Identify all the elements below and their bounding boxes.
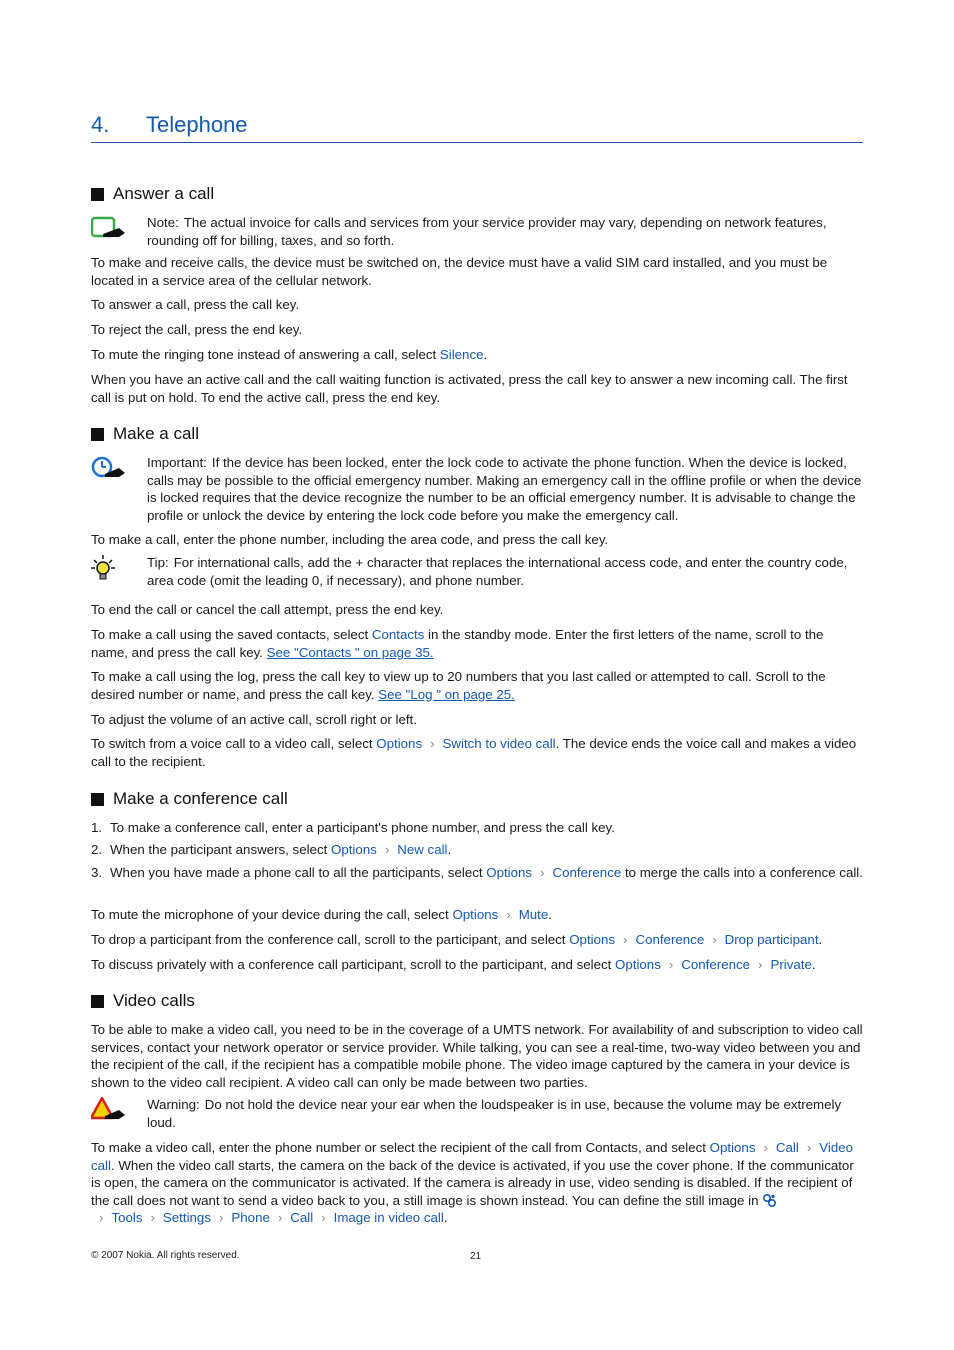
section-bullet [91, 793, 104, 806]
paragraph: To make a call using the saved contacts, select Contacts in the standby mode. Enter the first letters of the name, scroll to the name, and press the call key. See "Contacts " on page 35. [91, 627, 824, 660]
note-text: Note: The actual invoice for calls and services from your service provider may vary, depending on network features, rounding off for billing, taxes, and so forth. [147, 215, 827, 248]
chapter-number: 4. [91, 112, 110, 137]
chevron-right-icon: › [623, 932, 628, 947]
chevron-right-icon: › [763, 1140, 768, 1155]
menu-option-options: Options [376, 736, 423, 751]
list-item: 3. When you have made a phone call to all the participants, select Options › Conference to merge the calls into a conference call. [91, 865, 863, 880]
paragraph: To mute the microphone of your device during the call, select Options › Mute. [91, 907, 552, 922]
menu-option-silence: Silence [439, 347, 484, 362]
link-log-page[interactable]: See "Log " on page 25. [378, 686, 515, 702]
tip-text: Tip: For international calls, add the + character that replaces the international access code, and enter the country code, area code (omit the leading 0, if necessary), and phone number. [147, 555, 848, 588]
link-contacts-page[interactable]: See "Contacts " on page 35. [266, 644, 434, 660]
chevron-right-icon: › [430, 736, 435, 751]
paragraph: To mute the ringing tone instead of answering a call, select Silence. [91, 347, 488, 362]
chevron-right-icon: › [540, 865, 545, 880]
chevron-right-icon: › [712, 932, 717, 947]
chevron-right-icon: › [150, 1210, 155, 1226]
paragraph: To make a call, enter the phone number, including the area code, and press the call key. [91, 532, 609, 547]
section-bullet [91, 995, 104, 1008]
warning-text: Warning: Do not hold the device near your ear when the loudspeaker is in use, because the volume may be extremely loud. [147, 1097, 842, 1130]
important-label: Important: [147, 455, 207, 470]
menu-key-icon [762, 1193, 777, 1208]
paragraph: To make a call using the log, press the call key to view up to 20 numbers that you last called or attempted to call. Scroll to the desired number or name, and press the call key. See "Log " on page 25. [91, 669, 826, 702]
paragraph: To drop a participant from the conference call, scroll to the participant, and select Options › Conference › Drop participant. [91, 932, 823, 947]
chapter-heading [91, 112, 863, 143]
chevron-right-icon: › [277, 1210, 283, 1226]
chevron-right-icon: › [384, 842, 390, 857]
chevron-right-icon: › [99, 1210, 104, 1226]
paragraph: To discuss privately with a conference call participant, scroll to the participant, and select Options › Conference › Private. [91, 957, 816, 972]
important-icon [91, 454, 127, 482]
chevron-right-icon: › [321, 1210, 326, 1226]
paragraph: To adjust the volume of an active call, scroll right or left. [91, 712, 417, 727]
paragraph: When you have an active call and the call waiting function is activated, press the call key to answer a new incoming call. The first call is put on hold. To end the active call, press the end key. [91, 372, 848, 405]
section-bullet [91, 428, 104, 441]
warning-icon [91, 1096, 127, 1124]
chevron-right-icon: › [506, 907, 511, 922]
page-number: 21 [470, 1251, 482, 1262]
chevron-right-icon: › [758, 957, 763, 972]
section-bullet [91, 188, 104, 201]
paragraph: To switch from a voice call to a video call, select Options › Switch to video call. The device ends the voice call and makes a video call to the recipient. [91, 736, 857, 769]
tip-label: Tip: [147, 555, 169, 570]
footer-copyright: © 2007 Nokia. All rights reserved. [91, 1250, 240, 1261]
paragraph: To reject the call, press the end key. [91, 322, 303, 337]
menu-option-switch-to-video: Switch to video call [442, 736, 556, 751]
list-item: 1. To make a conference call, enter a participant's phone number, and press the call key. [91, 820, 615, 835]
paragraph: To make and receive calls, the device must be switched on, the device must have a valid SIM card installed, and you must be located in a service area of the cellular network. [91, 255, 828, 288]
list-item: 2. When the participant answers, select Options › New call. [91, 842, 452, 857]
paragraph: To make a video call, enter the phone number or select the recipient of the call from Contacts, and select Options › Call › Video call. When the video call starts, the camera on the back of the device is activated, if you use the cover phone. If the communicator is open, the camera on the communicator is activated. If the camera is already in use, video sending is disabled. If the recipient of the call does not want to send a video back to you, a still image is shown instead. You can define the still image in › Tools › Settings › Phone › Call › Image in video call. [91, 1140, 854, 1226]
warning-label: Warning: [147, 1097, 200, 1112]
paragraph: To answer a call, press the call key. [91, 297, 300, 312]
note-label: Note: [147, 215, 179, 230]
important-text: Important: If the device has been locked, enter the lock code to activate the phone function. When the device is locked, calls may be possible to the official emergency number. Making an emergency call in the offline profile or when the device is locked requires that the device recognize the number to be an official emergency number. It is advisable to change the profile or unlock the device by entering the lock code before you make the emergency call. [147, 455, 862, 523]
paragraph: To be able to make a video call, you need to be in the coverage of a UMTS network. For availability of and subscription to video call services, contact your network operator or service provider. While talking, you can see a real-time, two-way video between you and the recipient of the call, if the recipient has a compatible mobile phone. The video image captured by the camera in your device is shown to the video call recipient. A video call can only be made between two parties. [91, 1022, 863, 1090]
paragraph: To end the call or cancel the call attempt, press the end key. [91, 602, 444, 617]
menu-option-contacts: Contacts [371, 627, 425, 642]
chapter-title: Telephone [146, 112, 248, 137]
chevron-right-icon: › [218, 1210, 224, 1226]
tip-icon [91, 554, 127, 582]
note-icon [91, 214, 127, 242]
chevron-right-icon: › [806, 1140, 812, 1155]
chevron-right-icon: › [668, 957, 674, 972]
